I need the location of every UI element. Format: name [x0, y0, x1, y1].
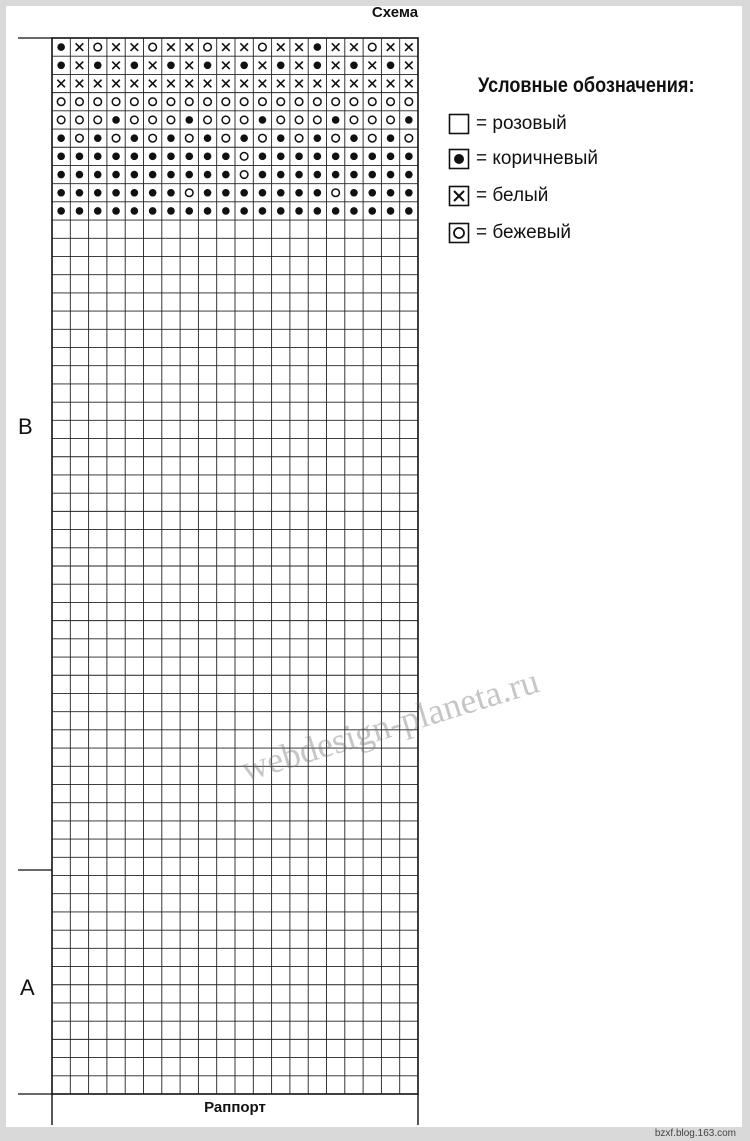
stitch-dot — [332, 171, 340, 179]
stitch-dot — [240, 62, 248, 70]
stitch-dot — [204, 62, 212, 70]
stitch-dot — [167, 153, 175, 161]
dot-square-icon — [448, 148, 470, 170]
stitch-dot — [387, 171, 395, 179]
stitch-dot — [112, 116, 120, 124]
stitch-dot — [222, 153, 230, 161]
stitch-dot — [350, 171, 358, 179]
stitch-dot — [167, 134, 175, 142]
stitch-dot — [387, 153, 395, 161]
stitch-dot — [277, 134, 285, 142]
stitch-dot — [240, 207, 248, 215]
stitch-dot — [314, 43, 322, 51]
stitch-dot — [259, 171, 267, 179]
stitch-dot — [350, 62, 358, 70]
stitch-dot — [368, 207, 376, 215]
stitch-dot — [76, 189, 84, 197]
legend-item-brown — [448, 148, 598, 170]
stitch-dot — [94, 62, 102, 70]
stitch-dot — [222, 207, 230, 215]
stitch-dot — [112, 207, 120, 215]
stitch-dot — [94, 171, 102, 179]
stitch-dot — [112, 171, 120, 179]
stitch-dot — [332, 153, 340, 161]
stitch-dot — [259, 116, 267, 124]
stitch-dot — [167, 207, 175, 215]
stitch-dot — [57, 43, 65, 51]
stitch-dot — [405, 189, 413, 197]
legend-label-white: = белый — [476, 185, 549, 206]
stitch-dot — [76, 207, 84, 215]
stitch-dot — [185, 116, 193, 124]
stitch-dot — [57, 189, 65, 197]
stitch-dot — [204, 153, 212, 161]
stitch-dot — [295, 153, 303, 161]
stitch-dot — [57, 207, 65, 215]
stitch-dot — [314, 207, 322, 215]
stitch-dot — [314, 153, 322, 161]
stitch-dot — [204, 134, 212, 142]
legend-item-pink — [448, 113, 567, 135]
ring-square-icon — [448, 222, 470, 244]
stitch-dot — [167, 62, 175, 70]
watermark: webdesign-planeta.ru — [236, 660, 544, 790]
stitch-dot — [277, 189, 285, 197]
stitch-dot — [277, 62, 285, 70]
stitch-dot — [57, 171, 65, 179]
stitch-dot — [167, 189, 175, 197]
stitch-dot — [204, 189, 212, 197]
stitch-dot — [295, 171, 303, 179]
stitch-dot — [405, 207, 413, 215]
stitch-dot — [405, 153, 413, 161]
stitch-dot — [149, 171, 157, 179]
stitch-dot — [185, 207, 193, 215]
stitch-dot — [76, 153, 84, 161]
stitch-dot — [277, 153, 285, 161]
stitch-dot — [240, 189, 248, 197]
stitch-dot — [222, 189, 230, 197]
stitch-dot — [131, 134, 139, 142]
footer-source: bzxf.blog.163.com — [654, 1128, 736, 1139]
stitch-dot — [387, 207, 395, 215]
stitch-dot — [387, 134, 395, 142]
legend-label-brown: = коричневый — [476, 148, 598, 169]
stitch-dot — [314, 134, 322, 142]
stitch-dot — [295, 207, 303, 215]
stitch-dot — [131, 62, 139, 70]
stitch-dot — [149, 153, 157, 161]
stitch-dot — [277, 207, 285, 215]
stitch-dot — [240, 134, 248, 142]
section-label-b: B — [18, 414, 33, 439]
stitch-dot — [149, 207, 157, 215]
stitch-dot — [259, 207, 267, 215]
stitch-dot — [204, 207, 212, 215]
empty-square-icon — [448, 113, 470, 135]
stitch-dot — [332, 207, 340, 215]
section-label-a: A — [20, 975, 35, 1000]
stitch-dot — [332, 116, 340, 124]
stitch-dot — [149, 189, 157, 197]
stitch-dot — [314, 189, 322, 197]
stitch-dot — [368, 171, 376, 179]
stitch-dot — [314, 171, 322, 179]
stitch-dot — [112, 153, 120, 161]
legend-item-white — [448, 185, 548, 207]
stitch-dot — [131, 189, 139, 197]
stitch-dot — [350, 207, 358, 215]
stitch-dot — [112, 189, 120, 197]
chart-title: Схема — [371, 4, 419, 21]
stitch-dot — [222, 171, 230, 179]
stitch-dot — [57, 62, 65, 70]
stitch-dot — [387, 62, 395, 70]
stitch-dot — [94, 207, 102, 215]
stitch-dot — [350, 189, 358, 197]
stitch-dot — [131, 153, 139, 161]
stitch-dot — [204, 171, 212, 179]
stitch-dot — [350, 153, 358, 161]
legend-label-pink: = розовый — [476, 113, 567, 134]
rapport-label: Раппорт — [204, 1099, 266, 1116]
stitch-dot — [131, 207, 139, 215]
stitch-dot — [167, 171, 175, 179]
stitch-dot — [405, 116, 413, 124]
legend-label-beige: = бежевый — [476, 222, 572, 243]
stitch-dot — [94, 134, 102, 142]
stitch-dot — [57, 134, 65, 142]
stitch-dot — [368, 153, 376, 161]
stitch-dot — [259, 189, 267, 197]
stitch-dot — [185, 153, 193, 161]
stitch-dot — [185, 171, 193, 179]
stitch-dot — [94, 189, 102, 197]
stitch-dot — [350, 134, 358, 142]
stitch-dot — [76, 171, 84, 179]
stitch-dot — [405, 171, 413, 179]
legend-title: Условные обозначения: — [478, 74, 695, 97]
stitch-dot — [131, 171, 139, 179]
cross-square-icon — [448, 185, 470, 207]
stitch-dot — [314, 62, 322, 70]
legend-item-beige — [448, 222, 571, 244]
stitch-dot — [259, 153, 267, 161]
stitch-dot — [387, 189, 395, 197]
stitch-dot — [57, 153, 65, 161]
stitch-dot — [277, 171, 285, 179]
stitch-dot — [94, 153, 102, 161]
stitch-dot — [368, 189, 376, 197]
stitch-dot — [295, 189, 303, 197]
